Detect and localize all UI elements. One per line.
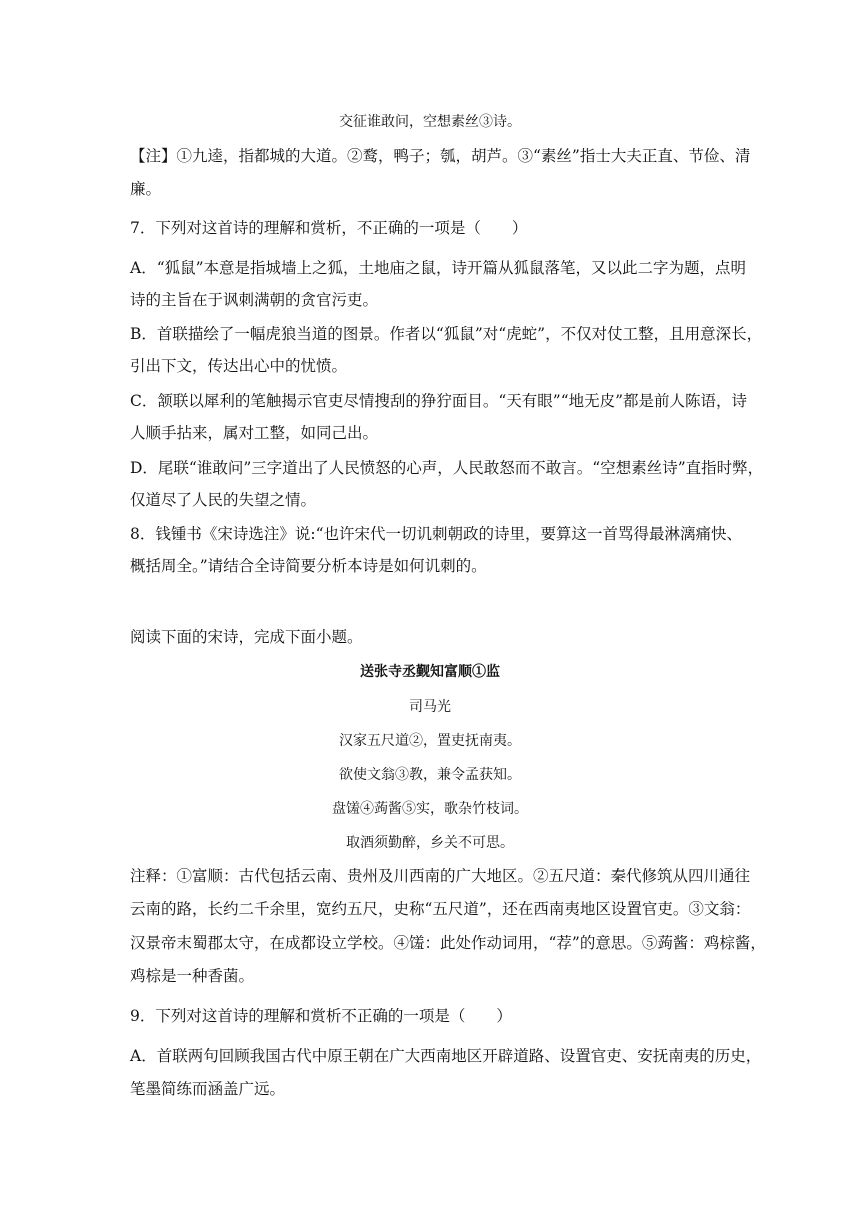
q7-option-d-line1: D．尾联“谁敢问”三字道出了人民愤怒的心声，人民敢怒而不敢言。“空想素丝诗”直指时弊，	[130, 459, 764, 477]
q7-option-c-line1: C．颔联以犀利的笔触揭示官吏尽情搜刮的狰狞面目。“天有眼”“地无皮”都是前人陈语，诗	[130, 392, 748, 410]
note2-line1: 注释：①富顺：古代包括云南、贵州及川西南的广大地区。②五尺道：秦代修筑从四川通往	[130, 867, 751, 885]
q8-line2: 概括周全。”请结合全诗简要分析本诗是如何讥刺的。	[130, 557, 487, 575]
q7-option-c-line2: 人顺手拈来，属对工整，如同己出。	[130, 424, 379, 442]
q7-stem: 7．下列对这首诗的理解和赏析，不正确的一项是（ ）	[130, 219, 528, 237]
q8-line1: 8．钱锺书《宋诗选注》说:“也许宋代一切讥刺朝政的诗里，要算这一首骂得最淋漓痛快、	[130, 525, 743, 543]
poem-line-1: 汉家五尺道②，置吏抚南夷。	[339, 733, 521, 749]
poem-line-3: 盘馐④蒟酱⑤实，歌杂竹枝词。	[332, 801, 528, 817]
q7-option-b-line2: 引出下文，传达出心中的忧愤。	[130, 357, 348, 375]
poem-author: 司马光	[409, 699, 451, 715]
note1-line1: 【注】①九逵，指都城的大道。②鹜，鸭子；瓠，胡芦。③“素丝”指士大夫正直、节俭、清	[130, 147, 751, 165]
note2-line4: 鸡棕是一种香菌。	[130, 967, 255, 985]
q7-option-b-line1: B．首联描绘了一幅虎狼当道的图景。作者以“狐鼠”对“虎蛇”，不仅对仗工整，且用意深长，	[130, 325, 763, 343]
reading-intro: 阅读下面的宋诗，完成下面小题。	[130, 628, 363, 646]
q7-option-d-line2: 仅道尽了人民的失望之情。	[130, 491, 317, 509]
poem-line-4: 取酒须勤醉，乡关不可思。	[346, 835, 514, 851]
q7-option-a-line2: 诗的主旨在于讽刺满朝的贪官污吏。	[130, 291, 379, 309]
q9-option-a-line2: 笔墨简练而涵盖广远。	[130, 1080, 286, 1098]
note2-line2: 云南的路，长约二千余里，宽约五尺，史称“五尺道”，还在西南夷地区设置官吏。③文翁：	[130, 900, 751, 918]
q9-stem: 9．下列对这首诗的理解和赏析不正确的一项是（ ）	[130, 1007, 512, 1025]
poem-line-2: 欲使文翁③教，兼令孟获知。	[339, 767, 521, 783]
poem-title: 送张寺丞觐知富顺①监	[360, 664, 500, 680]
note2-line3: 汉景帝末蜀郡太守，在成都设立学校。④馐：此处作动词用，“荐”的意思。⑤蒟酱：鸡棕酱，	[130, 934, 766, 952]
note1-line2: 廉。	[130, 180, 162, 198]
q9-option-a-line1: A．首联两句回顾我国古代中原王朝在广大西南地区开辟道路、设置官吏、安抚南夷的历史，	[130, 1047, 762, 1065]
q7-option-a-line1: A．“狐鼠”本意是指城墙上之狐，土地庙之鼠，诗开篇从狐鼠落笔，又以此二字为题，点明	[130, 259, 747, 277]
top-poem-line: 交征谁敢问，空想素丝③诗。	[339, 114, 521, 130]
